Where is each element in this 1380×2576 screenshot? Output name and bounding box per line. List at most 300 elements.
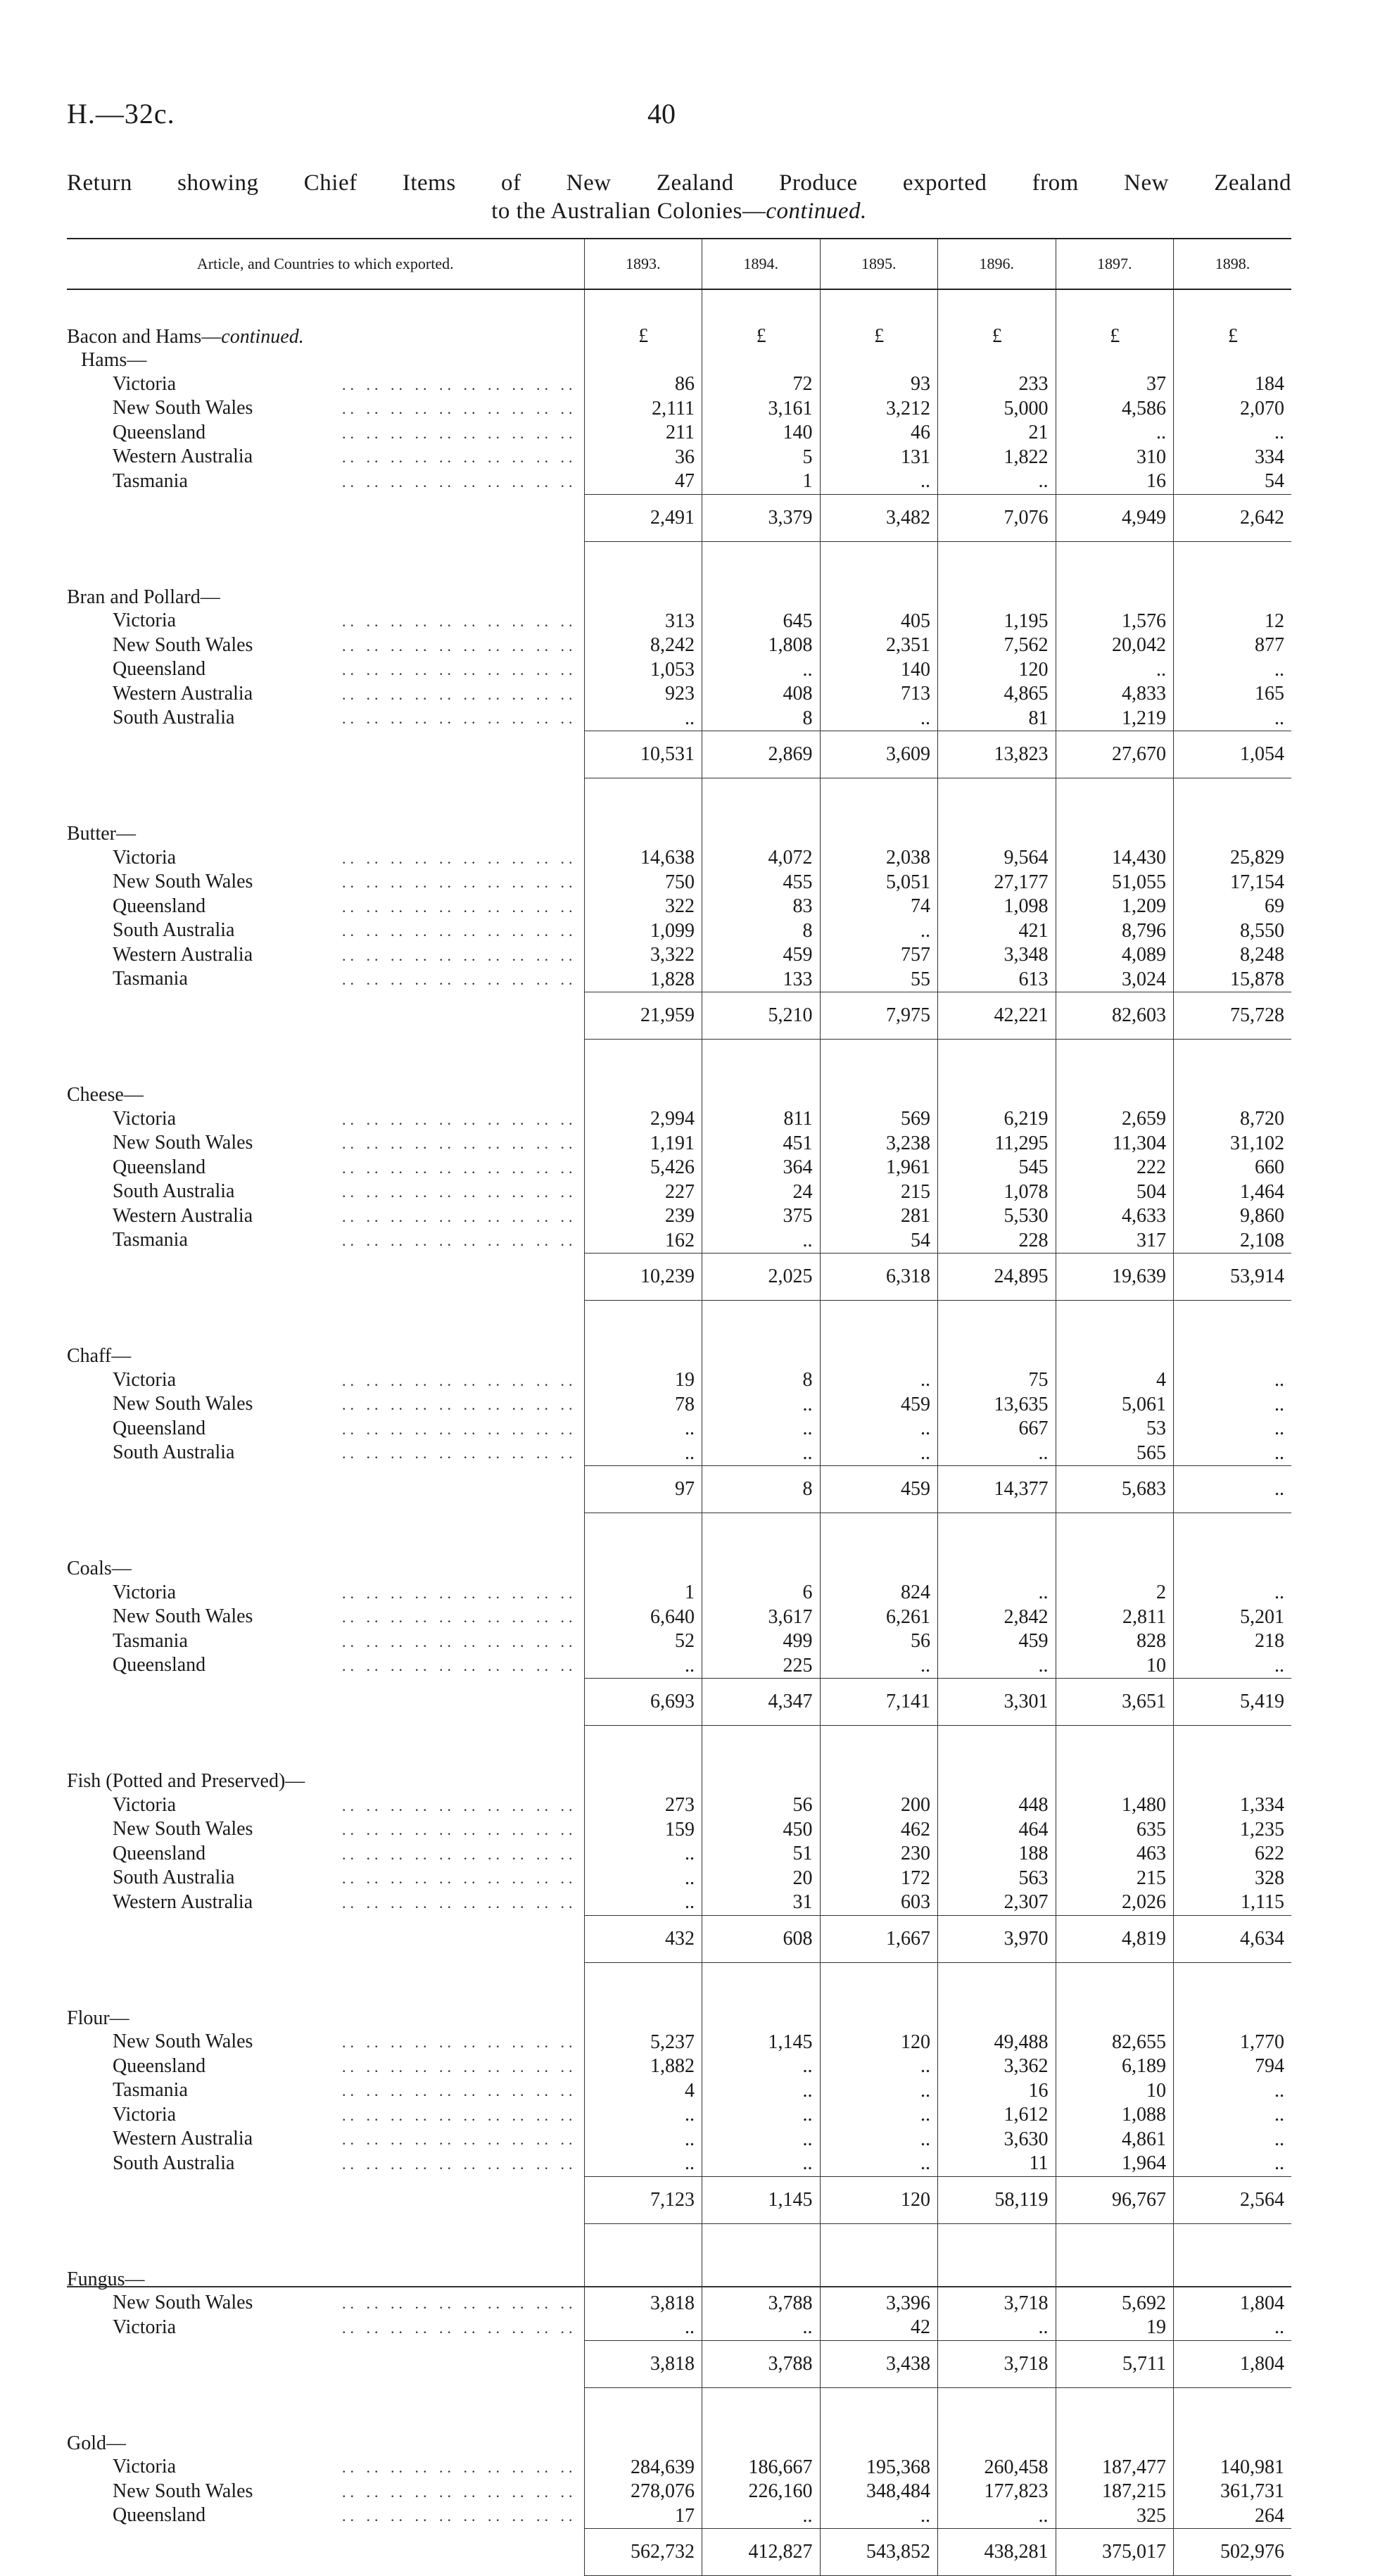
total-cell: 7,141 (820, 1679, 938, 1726)
leader-dots: .. .. .. .. .. .. .. .. .. .. (342, 472, 577, 491)
country-cell (67, 895, 584, 919)
page-reference: H.—32c. (67, 98, 175, 130)
empty-cell (584, 1726, 702, 1770)
empty-cell (820, 822, 938, 846)
value-cell: 4,865 (938, 682, 1056, 707)
group-name-text: Chaff— (67, 1345, 132, 1367)
value-cell: 1,219 (1056, 707, 1174, 731)
group-heading-cell (67, 2432, 584, 2456)
country-label (67, 683, 584, 707)
value-cell: .. (702, 1417, 821, 1441)
country-name: Tasmania (113, 1229, 188, 1251)
country-name: Tasmania (113, 968, 188, 990)
table-row (67, 421, 1291, 446)
value-cell: 603 (820, 1890, 938, 1915)
value-cell: 2,111 (584, 397, 702, 422)
country-label (67, 2504, 584, 2528)
country-label (67, 1891, 584, 1915)
empty-cell (67, 2387, 584, 2432)
value-cell: 54 (820, 1229, 938, 1254)
empty-cell (1056, 1962, 1174, 2007)
table-row (67, 1393, 1291, 1418)
value-cell: 82,655 (1056, 2031, 1174, 2055)
total-cell: .. (1174, 1466, 1292, 1513)
total-cell: 3,301 (938, 1679, 1056, 1726)
leader-dots: .. .. .. .. .. .. .. .. .. .. (342, 424, 577, 442)
table-row (67, 1156, 1291, 1180)
empty-cell (67, 1254, 584, 1301)
country-cell (67, 658, 584, 683)
value-cell: 660 (1174, 1156, 1292, 1180)
page-title (67, 169, 1291, 225)
total-cell: 21,959 (584, 992, 702, 1040)
empty-cell (1174, 1769, 1292, 1793)
value-cell: 14,638 (584, 846, 702, 871)
total-cell: 4,819 (1056, 1915, 1174, 1962)
value-cell: .. (1174, 1441, 1292, 1466)
country-label (67, 1108, 584, 1132)
value-cell: 187,477 (1056, 2456, 1174, 2480)
total-cell: 5,419 (1174, 1679, 1292, 1726)
total-cell: 412,827 (702, 2529, 821, 2576)
group-heading-cell (67, 2268, 584, 2292)
value-cell: 86 (584, 372, 702, 397)
table-row (67, 610, 1291, 634)
country-cell (67, 1818, 584, 1843)
value-cell: 1 (584, 1581, 702, 1605)
empty-cell (938, 2007, 1056, 2031)
empty-cell (938, 348, 1056, 372)
empty-cell (584, 1083, 702, 1107)
leader-dots: .. .. .. .. .. .. .. .. .. .. (342, 709, 577, 728)
table-row (67, 846, 1291, 871)
value-cell: 3,396 (820, 2292, 938, 2316)
country-label (67, 1794, 584, 1818)
value-cell: 5 (702, 446, 821, 470)
value-cell: 2,811 (1056, 1605, 1174, 1630)
empty-cell (820, 586, 938, 610)
leader-dots: .. .. .. .. .. .. .. .. .. .. (342, 1893, 577, 1912)
leader-dots: .. .. .. .. .. .. .. .. .. .. (342, 1110, 577, 1128)
value-cell: 5,061 (1056, 1393, 1174, 1418)
total-cell: 5,683 (1056, 1466, 1174, 1513)
total-cell: 2,564 (1174, 2176, 1292, 2223)
leader-dots: .. .. .. .. .. .. .. .. .. .. (342, 1657, 577, 1675)
value-cell: .. (820, 2128, 938, 2152)
empty-cell (938, 541, 1056, 586)
value-cell: 16 (938, 2079, 1056, 2104)
value-cell: 162 (584, 1229, 702, 1254)
total-cell: 3,788 (702, 2340, 821, 2387)
leader-dots: .. .. .. .. .. .. .. .. .. .. (342, 1796, 577, 1814)
value-cell: 1,828 (584, 968, 702, 992)
table-row (67, 2152, 1291, 2176)
country-cell (67, 1417, 584, 1441)
unit-label: £ (702, 289, 821, 348)
value-cell: 1,464 (1174, 1180, 1292, 1205)
table-row (67, 2103, 1291, 2128)
table-row (67, 707, 1291, 731)
value-cell: 24 (702, 1180, 821, 1205)
table-row (67, 919, 1291, 944)
empty-cell (702, 1769, 821, 1793)
empty-cell (702, 1726, 821, 1770)
group-heading-row (67, 822, 1291, 846)
empty-cell (938, 586, 1056, 610)
country-cell (67, 707, 584, 731)
empty-cell (1056, 822, 1174, 846)
country-label (67, 919, 584, 943)
country-name: New South Wales (113, 1132, 253, 1154)
empty-cell (702, 778, 821, 823)
country-label (67, 1581, 584, 1605)
value-cell: 325 (1056, 2504, 1174, 2529)
empty-cell (584, 348, 702, 372)
leader-dots: .. .. .. .. .. .. .. .. .. .. (342, 1845, 577, 1863)
leader-dots: .. .. .. .. .. .. .. .. .. .. (342, 1396, 577, 1413)
value-cell: 5,237 (584, 2031, 702, 2055)
value-cell: 75 (938, 1368, 1056, 1393)
empty-cell (1174, 586, 1292, 610)
empty-cell (702, 1040, 821, 1084)
total-cell: 3,438 (820, 2340, 938, 2387)
value-cell: 56 (820, 1629, 938, 1654)
country-label (67, 2128, 584, 2152)
value-cell: 1,053 (584, 658, 702, 683)
value-cell: .. (584, 1890, 702, 1915)
empty-cell (820, 541, 938, 586)
value-cell: 42 (820, 2316, 938, 2340)
value-cell: 81 (938, 707, 1056, 731)
empty-cell (938, 778, 1056, 823)
country-name: South Australia (113, 1867, 235, 1888)
value-cell: 140 (702, 421, 821, 446)
group-name-bran-and-pollard (67, 586, 220, 609)
total-cell: 42,221 (938, 992, 1056, 1040)
value-cell: 4 (584, 2079, 702, 2104)
group-spacer (67, 1513, 1291, 1558)
leader-dots: .. .. .. .. .. .. .. .. .. .. (342, 1869, 577, 1887)
value-cell: 3,161 (702, 397, 821, 422)
empty-cell (938, 1083, 1056, 1107)
value-cell: 278,076 (584, 2480, 702, 2504)
empty-cell (584, 2223, 702, 2268)
value-cell: 2 (1056, 1581, 1174, 1605)
country-name: South Australia (113, 1180, 235, 1202)
unit-label: £ (1056, 289, 1174, 348)
country-label (67, 1843, 584, 1867)
value-cell: .. (584, 1654, 702, 1679)
country-label (67, 944, 584, 968)
empty-cell (938, 1301, 1056, 1345)
value-cell: 3,348 (938, 943, 1056, 968)
group-name-flour (67, 2007, 129, 2030)
table-row (67, 2079, 1291, 2104)
value-cell: 120 (938, 658, 1056, 683)
value-cell: 49,488 (938, 2031, 1056, 2055)
leader-dots: .. .. .. .. .. .. .. .. .. .. (342, 1232, 577, 1250)
country-label (67, 968, 584, 992)
value-cell: 713 (820, 682, 938, 707)
sub-group-heading-row (67, 348, 1291, 372)
value-cell: 334 (1174, 446, 1292, 470)
value-cell: .. (584, 2103, 702, 2128)
value-cell: 1,334 (1174, 1793, 1292, 1818)
empty-cell (702, 348, 821, 372)
country-cell (67, 2456, 584, 2480)
empty-cell (67, 1301, 584, 1345)
empty-cell (1174, 2432, 1292, 2456)
unit-label: £ (584, 289, 702, 348)
empty-cell (1056, 541, 1174, 586)
empty-cell (820, 1040, 938, 1084)
empty-cell (1174, 541, 1292, 586)
value-cell: 459 (938, 1629, 1056, 1654)
leader-dots: .. .. .. .. .. .. .. .. .. .. (342, 400, 577, 417)
group-total-row (67, 1915, 1291, 1962)
value-cell: 5,692 (1056, 2292, 1174, 2316)
value-cell: 140,981 (1174, 2456, 1292, 2480)
table-row (67, 943, 1291, 968)
value-cell: 499 (702, 1629, 821, 1654)
value-cell: 6,219 (938, 1107, 1056, 1132)
group-name-text: Cheese— (67, 1084, 144, 1106)
empty-cell (1056, 1344, 1174, 1368)
empty-cell (820, 1726, 938, 1770)
empty-cell (67, 1962, 584, 2007)
empty-cell (67, 1679, 584, 1726)
empty-cell (938, 1557, 1056, 1581)
value-cell: 459 (820, 1393, 938, 1418)
empty-cell (1056, 2268, 1174, 2292)
value-cell: 19 (584, 1368, 702, 1393)
title-line-2-plain: to the Australian Colonies— (491, 198, 766, 224)
group-spacer (67, 1962, 1291, 2007)
total-cell: 96,767 (1056, 2176, 1174, 2223)
total-cell: 543,852 (820, 2529, 938, 2576)
table-row (67, 2316, 1291, 2340)
empty-cell (820, 1513, 938, 1558)
table-row (67, 1793, 1291, 1818)
empty-cell (67, 2529, 584, 2576)
value-cell: 52 (584, 1629, 702, 1654)
empty-cell (1174, 1726, 1292, 1770)
value-cell: 7,562 (938, 633, 1056, 658)
value-cell: .. (820, 469, 938, 494)
empty-cell (820, 2007, 938, 2031)
value-cell: 27,177 (938, 871, 1056, 895)
value-cell: 8,796 (1056, 919, 1174, 944)
value-cell: 8 (702, 1368, 821, 1393)
value-cell: 923 (584, 682, 702, 707)
value-cell: 448 (938, 1793, 1056, 1818)
value-cell: 284,639 (584, 2456, 702, 2480)
country-name: South Australia (113, 1441, 235, 1464)
value-cell: 218 (1174, 1629, 1292, 1654)
value-cell: 20 (702, 1867, 821, 1891)
empty-cell (584, 1301, 702, 1345)
empty-cell (702, 586, 821, 610)
total-cell: 3,718 (938, 2340, 1056, 2387)
table-row (67, 633, 1291, 658)
value-cell: 159 (584, 1818, 702, 1843)
group-spacer (67, 1726, 1291, 1770)
empty-cell (584, 2387, 702, 2432)
value-cell: 8,248 (1174, 943, 1292, 968)
value-cell: 3,718 (938, 2292, 1056, 2316)
country-name: New South Wales (113, 2031, 253, 2052)
country-cell (67, 1132, 584, 1156)
country-name: New South Wales (113, 2480, 253, 2502)
value-cell: 83 (702, 895, 821, 919)
country-cell (67, 1890, 584, 1915)
empty-cell (820, 1769, 938, 1793)
country-name: New South Wales (113, 633, 253, 656)
empty-cell (1056, 1769, 1174, 1793)
country-name: South Australia (113, 919, 235, 941)
year-header-1898: 1898. (1174, 239, 1292, 289)
group-name-fish-potted-and-preserved (67, 1770, 305, 1793)
country-name: Victoria (113, 846, 177, 869)
total-cell: 375,017 (1056, 2529, 1174, 2576)
value-cell: 1,808 (702, 633, 821, 658)
country-label (67, 2480, 584, 2504)
empty-cell (67, 1915, 584, 1962)
value-cell: 186,667 (702, 2456, 821, 2480)
empty-cell (938, 2432, 1056, 2456)
value-cell: .. (702, 1229, 821, 1254)
empty-cell (1174, 1344, 1292, 1368)
country-cell (67, 1654, 584, 1679)
group-name-butter (67, 823, 136, 845)
year-header-1896: 1896. (938, 239, 1056, 289)
group-heading-cell (67, 1557, 584, 1581)
country-label (67, 1630, 584, 1654)
total-cell: 75,728 (1174, 992, 1292, 1040)
leader-dots: .. .. .. .. .. .. .. .. .. .. (342, 1584, 577, 1602)
leader-dots: .. .. .. .. .. .. .. .. .. .. (342, 2057, 577, 2076)
total-cell: 459 (820, 1466, 938, 1513)
value-cell: 877 (1174, 633, 1292, 658)
value-cell: .. (1174, 1417, 1292, 1441)
value-cell: .. (938, 2316, 1056, 2340)
value-cell: 2,842 (938, 1605, 1056, 1630)
country-cell (67, 1368, 584, 1393)
value-cell: 4,633 (1056, 1204, 1174, 1229)
value-cell: 222 (1056, 1156, 1174, 1180)
country-cell (67, 2316, 584, 2340)
value-cell: 2,108 (1174, 1229, 1292, 1254)
empty-cell (702, 2223, 821, 2268)
leader-dots: .. .. .. .. .. .. .. .. .. .. (342, 946, 577, 964)
country-label (67, 2316, 584, 2340)
value-cell: 17 (584, 2504, 702, 2529)
total-cell: 2,025 (702, 1254, 821, 1301)
group-spacer (67, 2223, 1291, 2268)
value-cell: .. (584, 2152, 702, 2176)
value-cell: 273 (584, 1793, 702, 1818)
value-cell: 188 (938, 1842, 1056, 1867)
country-label (67, 1205, 584, 1229)
value-cell: 187,215 (1056, 2480, 1174, 2504)
value-cell: 46 (820, 421, 938, 446)
value-cell: 464 (938, 1818, 1056, 1843)
value-cell: 225 (702, 1654, 821, 1679)
total-cell: 2,491 (584, 494, 702, 541)
empty-cell (67, 494, 584, 541)
value-cell: 1,770 (1174, 2031, 1292, 2055)
value-cell: 1,115 (1174, 1890, 1292, 1915)
table-row (67, 895, 1291, 919)
country-cell (67, 610, 584, 634)
value-cell: 239 (584, 1204, 702, 1229)
country-cell (67, 1605, 584, 1630)
empty-cell (1056, 2007, 1174, 2031)
value-cell: 11 (938, 2152, 1056, 2176)
group-heading-cell (67, 1344, 584, 1368)
country-label (67, 2079, 584, 2103)
empty-cell (1056, 1040, 1174, 1084)
table-body (67, 289, 1291, 2576)
country-label (67, 1654, 584, 1678)
value-cell: .. (1174, 658, 1292, 683)
empty-cell (1056, 1513, 1174, 1558)
country-cell (67, 1867, 584, 1891)
value-cell: 2,994 (584, 1107, 702, 1132)
value-cell: 824 (820, 1581, 938, 1605)
empty-cell (584, 2007, 702, 2031)
value-cell: .. (584, 2128, 702, 2152)
table-row (67, 2031, 1291, 2055)
group-spacer (67, 778, 1291, 823)
value-cell: .. (938, 469, 1056, 494)
value-cell: .. (820, 707, 938, 731)
country-name: New South Wales (113, 397, 253, 419)
table-row (67, 1368, 1291, 1393)
leader-dots: .. .. .. .. .. .. .. .. .. .. (342, 1608, 577, 1626)
table-row (67, 1629, 1291, 1654)
value-cell: 10 (1056, 1654, 1174, 1679)
empty-cell (1056, 778, 1174, 823)
value-cell: 3,362 (938, 2054, 1056, 2079)
table-row (67, 446, 1291, 470)
value-cell: .. (820, 1417, 938, 1441)
country-name: Victoria (113, 2103, 177, 2126)
value-cell: .. (938, 1441, 1056, 1466)
country-label (67, 1418, 584, 1441)
value-cell: .. (702, 2054, 821, 2079)
total-cell: 4,949 (1056, 494, 1174, 541)
group-spacer (67, 541, 1291, 586)
value-cell: 3,322 (584, 943, 702, 968)
total-cell: 8 (702, 1466, 821, 1513)
country-label (67, 1393, 584, 1417)
value-cell: 667 (938, 1417, 1056, 1441)
total-cell: 5,210 (702, 992, 821, 1040)
value-cell: 375 (702, 1204, 821, 1229)
value-cell: 165 (1174, 682, 1292, 707)
country-name: New South Wales (113, 2292, 253, 2313)
value-cell: 1,612 (938, 2103, 1056, 2128)
value-cell: 1,099 (584, 919, 702, 944)
value-cell: 211 (584, 421, 702, 446)
empty-cell (67, 2223, 584, 2268)
country-name: Victoria (113, 2316, 177, 2338)
total-cell: 1,054 (1174, 731, 1292, 778)
value-cell: 74 (820, 895, 938, 919)
empty-cell (1174, 1513, 1292, 1558)
leader-dots: .. .. .. .. .. .. .. .. .. .. (342, 873, 577, 891)
